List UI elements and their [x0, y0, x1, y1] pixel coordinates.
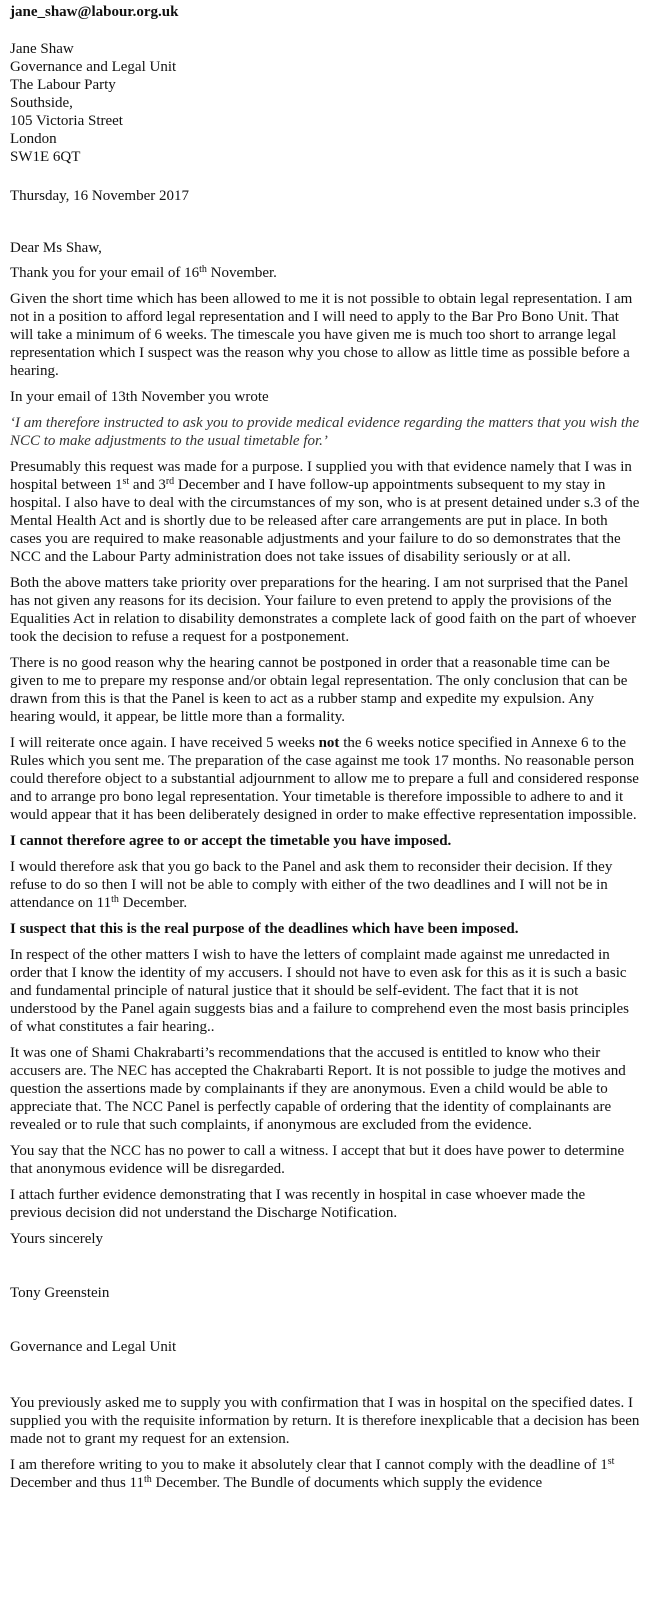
address-line: Southside, — [10, 95, 73, 111]
paragraph: You previously asked me to supply you with confirmation that I was in hospital on the specified dates. I supplied you with the requisite information by return. It is therefore inexplicable that a decision has been made not to grant my request for an extension. — [10, 1395, 640, 1447]
closing: Yours sincerely — [10, 1231, 104, 1247]
recipient-email: jane_shaw@labour.org.uk — [10, 4, 179, 20]
quoted-text: ‘I am therefore instructed to ask you to provide medical evidence regarding the matters that you wish the NCC to make adjustments to the usual timetable for.’ — [10, 415, 640, 449]
paragraph: I attach further evidence demonstrating that I was recently in hospital in case whoever made the previous decision did not understand the Discharge Notification. — [10, 1187, 586, 1221]
bold-statement: I suspect that this is the real purpose of the deadlines which have been imposed. — [10, 921, 519, 937]
unit-heading: Governance and Legal Unit — [10, 1339, 177, 1355]
salutation: Dear Ms Shaw, — [10, 240, 102, 256]
recipient-address — [10, 40, 176, 166]
address-line: SW1E 6QT — [10, 149, 81, 165]
paragraph: It was one of Shami Chakrabarti’s recommendations that the accused is entitled to know who their accusers are. The NEC has accepted the Chakrabarti Report. It is not possible to judge the motives and question the assertions made by complainants if they are anonymous. Even a child would be able to appreciate that. The NCC Panel is perfectly capable of ordering that the identity of complainants are revealed or to rule that such complaints, if anonymous are excluded from the evidence. — [10, 1045, 626, 1133]
paragraph: I am therefore writing to you to make it absolutely clear that I cannot comply with the deadline of 1st December and thus 11th December. The Bundle of documents which supply the evidence — [10, 1456, 615, 1491]
letter-date: Thursday, 16 November 2017 — [10, 188, 189, 204]
address-line: 105 Victoria Street — [10, 113, 123, 129]
paragraph: I would therefore ask that you go back to the Panel and ask them to reconsider their decision. If they refuse to do so then I will not be able to comply with either of the two deadlines and I will not be in attendance on 11th December. — [10, 859, 613, 911]
paragraph: Presumably this request was made for a purpose. I supplied you with that evidence namely that I was in hospital between 1st and 3rd December and I have follow-up appointments subsequent to my stay in hospital. I also have to deal with the circumstances of my son, who is at present detained under s.3 of the Mental Health Act and is shortly due to be released after care arrangements are put in place. In both cases you are required to make reasonable adjustments and your failure to do so demonstrates that the NCC and the Labour Party administration does not take issues of disability seriously or at all. — [10, 459, 640, 565]
address-line: Jane Shaw — [10, 41, 74, 57]
paragraph: In your email of 13th November you wrote — [10, 389, 269, 405]
letter-body — [10, 239, 640, 1500]
paragraph: Thank you for your email of 16th November. — [10, 264, 277, 281]
paragraph: Both the above matters take priority over preparations for the hearing. I am not surprised that the Panel has not given any reasons for its decision. Your failure to even pretend to apply the provisions of the Equalities Act in relation to disability demonstrates a complete lack of good faith on the part of whoever took the decision to refuse a request for a postponement. — [10, 575, 637, 645]
paragraph: In respect of the other matters I wish to have the letters of complaint made against me unredacted in order that I know the identity of my accusers. I should not have to even ask for this as it is such a basic and fundamental principle of natural justice that it should be self-evident. The fact that it is not understood by the Panel again suggests bias and a failure to comprehend even the most basis principles of what constitutes a fair hearing.. — [10, 947, 630, 1035]
paragraph: I will reiterate once again. I have received 5 weeks not the 6 weeks notice specified in Annexe 6 to the Rules which you sent me. The preparation of the case against me took 17 months. No reasonable person could therefore object to a substantial adjournment to allow me to prepare a full and considered response and to arrange pro bono legal representation. Your timetable is therefore impossible to adhere to and it would appear that it has been deliberately designed in order to make effective representation impossible. — [10, 735, 639, 823]
paragraph: There is no good reason why the hearing cannot be postponed in order that a reasonable time can be given to me to prepare my response and/or obtain legal representation. The only conclusion that can be drawn from this is that the Panel is keen to act as a rubber stamp and expedite my expulsion. Any hearing would, it appear, be little more than a formality. — [10, 655, 628, 725]
address-line: Governance and Legal Unit — [10, 59, 177, 75]
paragraph: Given the short time which has been allowed to me it is not possible to obtain legal representation. I am not in a position to afford legal representation and I will need to apply to the Bar Pro Bono Unit. That will take a minimum of 6 weeks. The timescale you have given me is much too short to arrange legal representation which I suspect was the reason why you chose to allow as little time as possible before a hearing. — [10, 291, 633, 379]
address-line: The Labour Party — [10, 77, 116, 93]
paragraph: You say that the NCC has no power to call a witness. I accept that but it does have power to determine that anonymous evidence will be disregarded. — [10, 1143, 625, 1177]
signature: Tony Greenstein — [10, 1285, 110, 1301]
bold-statement: I cannot therefore agree to or accept the timetable you have imposed. — [10, 833, 452, 849]
address-line: London — [10, 131, 57, 147]
